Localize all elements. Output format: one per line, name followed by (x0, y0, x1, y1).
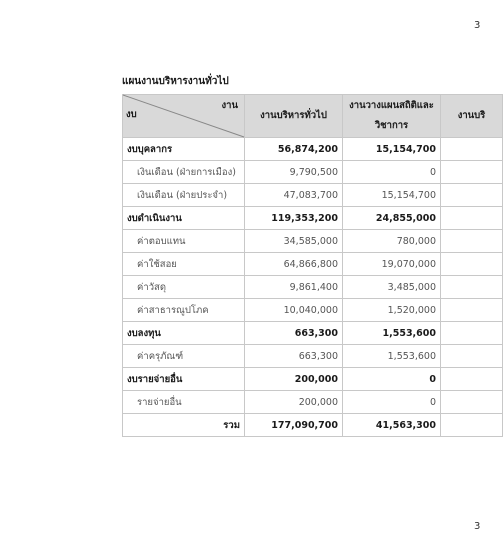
row-label: รวม (123, 414, 245, 437)
amount-cell: 24,855,000 (343, 207, 441, 230)
table-row (123, 345, 503, 368)
column-header: งานวางแผนสถิติและ วิชาการ (343, 95, 441, 138)
table-row (123, 253, 503, 276)
table-group-row (123, 207, 503, 230)
amount-cell: 119,353,200 (245, 207, 343, 230)
row-label: ค่าครุภัณฑ์ (123, 345, 245, 368)
row-label: งบบุคลากร (123, 138, 245, 161)
table-row (123, 391, 503, 414)
amount-cell: 200,000 (245, 391, 343, 414)
table-row (123, 184, 503, 207)
amount-cell (441, 368, 503, 391)
amount-cell: 0 (343, 161, 441, 184)
amount-cell (441, 299, 503, 322)
amount-cell: 3,485,000 (343, 276, 441, 299)
amount-cell (441, 161, 503, 184)
row-label: ค่าวัสดุ (123, 276, 245, 299)
row-label: ค่าตอบแทน (123, 230, 245, 253)
corner-label-work: งาน (221, 100, 238, 111)
budget-table (122, 94, 503, 437)
amount-cell (441, 345, 503, 368)
amount-cell: 0 (343, 368, 441, 391)
amount-cell: 41,563,300 (343, 414, 441, 437)
corner-label-budget: งบ (126, 109, 137, 120)
page-number-bottom: 3 (474, 521, 481, 532)
page-number-top: 3 (474, 20, 481, 31)
amount-cell (441, 414, 503, 437)
table-row (123, 299, 503, 322)
amount-cell (441, 230, 503, 253)
amount-cell: 34,585,000 (245, 230, 343, 253)
amount-cell (441, 322, 503, 345)
amount-cell: 15,154,700 (343, 138, 441, 161)
row-label: งบดำเนินงาน (123, 207, 245, 230)
amount-cell: 9,861,400 (245, 276, 343, 299)
amount-cell: 1,553,600 (343, 345, 441, 368)
amount-cell (441, 184, 503, 207)
amount-cell (441, 391, 503, 414)
amount-cell (441, 207, 503, 230)
amount-cell: 177,090,700 (245, 414, 343, 437)
amount-cell: 663,300 (245, 345, 343, 368)
table-row (123, 276, 503, 299)
row-label: เงินเดือน (ฝ่ายประจำ) (123, 184, 245, 207)
amount-cell: 1,520,000 (343, 299, 441, 322)
amount-cell: 663,300 (245, 322, 343, 345)
amount-cell: 1,553,600 (343, 322, 441, 345)
amount-cell (441, 276, 503, 299)
corner-header-cell (123, 95, 245, 138)
amount-cell: 19,070,000 (343, 253, 441, 276)
row-label: รายจ่ายอื่น (123, 391, 245, 414)
table-row (123, 230, 503, 253)
page-title: แผนงานบริหารงานทั่วไป (122, 76, 229, 87)
row-label: งบลงทุน (123, 322, 245, 345)
table-total-row (123, 414, 503, 437)
column-header: งานบริหารทั่วไป (245, 95, 343, 138)
table-body (123, 138, 503, 437)
row-label: เงินเดือน (ฝ่ายการเมือง) (123, 161, 245, 184)
amount-cell: 10,040,000 (245, 299, 343, 322)
amount-cell: 56,874,200 (245, 138, 343, 161)
amount-cell: 64,866,800 (245, 253, 343, 276)
amount-cell: 0 (343, 391, 441, 414)
table-row (123, 161, 503, 184)
row-label: ค่าสาธารณูปโภค (123, 299, 245, 322)
row-label: งบรายจ่ายอื่น (123, 368, 245, 391)
amount-cell (441, 138, 503, 161)
table-group-row (123, 322, 503, 345)
amount-cell (441, 253, 503, 276)
amount-cell: 47,083,700 (245, 184, 343, 207)
row-label: ค่าใช้สอย (123, 253, 245, 276)
amount-cell: 780,000 (343, 230, 441, 253)
amount-cell: 15,154,700 (343, 184, 441, 207)
table-header-row (123, 95, 503, 138)
column-header: งานบริ (441, 95, 503, 138)
amount-cell: 200,000 (245, 368, 343, 391)
table-group-row (123, 368, 503, 391)
table-group-row (123, 138, 503, 161)
amount-cell: 9,790,500 (245, 161, 343, 184)
